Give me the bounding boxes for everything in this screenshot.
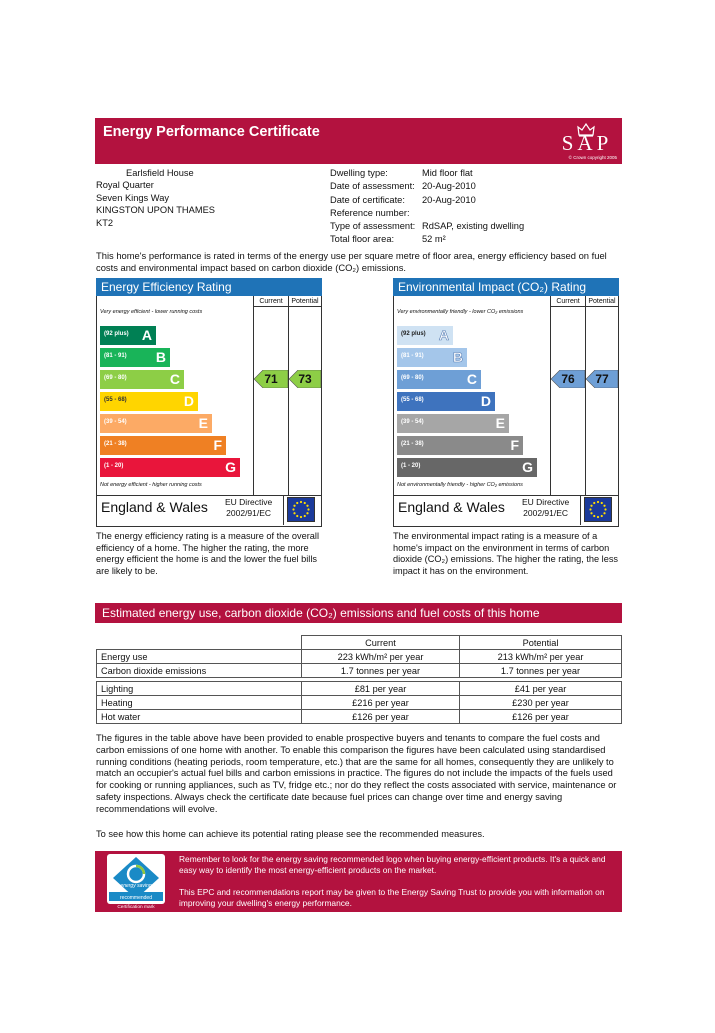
band-range: (39 - 54) [401,419,424,425]
table-row [97,682,622,696]
band-letter: F [213,437,222,453]
panel-title: Environmental Impact (CO₂) Rating [393,278,619,296]
address-line: Royal Quarter [96,180,154,191]
band-range: (92 plus) [401,331,426,337]
logo-line2: recommended [120,895,152,901]
detail-row [330,220,524,233]
directive-line: 2002/91/EC [226,508,272,518]
dwelling-details [330,167,524,247]
current-value: 1.7 tonnes per year [302,664,460,678]
band-range: (21 - 38) [104,441,127,447]
current-value: 223 kWh/m² per year [302,650,460,664]
logo-line1: energy saving [120,883,152,889]
potential-rating-value: 77 [595,372,609,386]
rating-band-d [100,392,198,411]
band-letter: D [183,393,194,409]
energy-saving-footer [95,851,622,912]
top-note: Very environmentally friendly - lower CO₂ emissions [397,309,524,315]
potential-value: £126 per year [460,710,622,724]
table-header-blank [97,636,302,650]
directive-line: EU Directive [522,497,570,507]
band-letter: B [155,349,166,365]
band-range: (1 - 20) [104,463,124,469]
detail-row [330,207,524,220]
top-note: Very energy efficient - lower running costs [100,309,203,315]
band-letter: C [466,371,477,387]
energy-saving-logo-icon [107,854,165,904]
rating-chart-box [96,296,322,527]
footer-paragraph: Remember to look for the energy saving recommended logo when buying energy-efficient products. It's a quick and easy way to identify the most energy-efficient products on the market. [179,854,606,876]
detail-label: Type of assessment: [330,221,416,232]
detail-label: Date of assessment: [330,181,415,192]
current-rating-arrow [551,370,585,388]
current-value: £216 per year [302,696,460,710]
column-divider [585,307,586,495]
table-header-row [97,636,622,650]
detail-value: 20-Aug-2010 [422,181,476,192]
band-letter: C [169,371,180,387]
region-label: England & Wales [101,499,208,515]
rating-band-a [397,326,453,345]
current-rating-value: 76 [561,372,575,386]
divider [580,495,581,525]
band-range: (21 - 38) [401,441,424,447]
divider [283,495,284,525]
detail-label: Total floor area: [330,234,395,245]
detail-label: Reference number: [330,207,410,218]
bottom-note: Not environmentally friendly - higher CO₂ emissions [397,482,523,488]
band-letter: G [522,459,533,475]
address-line: KINGSTON UPON THAMES [96,205,215,216]
rating-band-g [397,458,537,477]
rating-band-f [100,436,226,455]
intro-text: This home's performance is rated in terms of the energy use per square metre of floor area, energy efficiency based on fuel costs and environmental impact based on carbon dioxide (CO₂) emissions. [96,250,607,274]
detail-label: Date of certificate: [330,194,405,205]
detail-row [330,233,524,246]
recommended-measures-text: To see how this home can achieve its potential rating please see the recommended measures. [96,829,485,839]
directive-line: 2002/91/EC [523,508,569,518]
certification-mark: Certification mark [117,905,155,910]
column-divider [550,307,551,495]
rating-band-c [100,370,184,389]
current-column-header: Current [550,296,585,307]
table-row [97,710,622,724]
detail-row [330,167,524,180]
rating-band-d [397,392,495,411]
current-value: £126 per year [302,710,460,724]
potential-rating-arrow [586,370,618,388]
detail-value: Mid floor flat [422,168,473,178]
row-label: Hot water [97,710,302,724]
row-label: Heating [97,696,302,710]
environmental-impact-panel [393,278,619,527]
sap-logo [557,122,617,160]
detail-label: Dwelling type: [330,168,388,178]
band-range: (81 - 91) [104,353,127,359]
band-range: (55 - 68) [104,397,127,403]
address-line: Seven Kings Way [96,192,170,203]
energy-costs-table [96,635,622,724]
current-value: £81 per year [302,682,460,696]
rating-band-f [397,436,523,455]
table-header-current: Current [302,636,460,650]
row-label: Energy use [97,650,302,664]
potential-value: 213 kWh/m² per year [460,650,622,664]
potential-rating-value: 73 [298,372,312,386]
panel-title: Energy Efficiency Rating [96,278,322,296]
rating-band-g [100,458,240,477]
address-line: Earlsfield House [126,168,194,178]
band-range: (55 - 68) [401,397,424,403]
band-range: (39 - 54) [104,419,127,425]
rating-chart-box [393,296,619,527]
band-letter: F [510,437,519,453]
table-row [97,664,622,678]
row-label: Lighting [97,682,302,696]
notes-paragraph: The figures in the table above have been provided to enable prospective buyers and tenants to compare the fuel costs and carbon emissions of one home with another. To enable this comparison the figures have been calculated using standardised running conditions (heating periods, room temperature, etc.) that are the same for all homes, consequently they are unlikely to match an occupier's actual fuel bills and carbon emissions in practice. The figures do not include the impacts of the fuels used for cooking or running appliances, such as TV, fridge etc.; nor do they reflect the costs associated with service, maintenance or safety inspections. Always check the certificate date because fuel prices can change over time and energy saving recommendations will evolve. [96,733,617,814]
region-label: England & Wales [398,499,505,515]
sap-logo-copyright: © Crown copyright 2005 [568,155,617,160]
eu-directive [522,497,569,519]
table-row [97,696,622,710]
certificate-title: Energy Performance Certificate [103,124,320,140]
detail-row [330,194,524,207]
band-range: (81 - 91) [401,353,424,359]
detail-row [330,180,524,193]
rating-band-e [397,414,509,433]
table-row [97,650,622,664]
band-range: (69 - 80) [401,375,424,381]
table-header-potential: Potential [460,636,622,650]
footer-paragraph: This EPC and recommendations report may be given to the Energy Saving Trust to provide you with information on improving your dwelling's energy performance. [179,887,605,909]
band-range: (92 plus) [104,331,129,337]
band-letter: B [452,349,463,365]
rating-band-c [397,370,481,389]
costs-section-title: Estimated energy use, carbon dioxide (CO₂) emissions and fuel costs of this home [95,603,622,623]
rating-band-b [397,348,467,367]
eu-flag-icon [287,497,315,522]
potential-rating-arrow [289,370,321,388]
detail-value: RdSAP, existing dwelling [422,221,525,232]
energy-saving-recommended-logo [107,854,165,910]
potential-value: £230 per year [460,696,622,710]
potential-column-header: Potential [288,296,321,307]
potential-value: 1.7 tonnes per year [460,664,622,678]
row-label: Carbon dioxide emissions [97,664,302,678]
band-letter: D [480,393,491,409]
detail-value: 20-Aug-2010 [422,194,476,205]
detail-value: 52 m² [422,234,446,245]
divider [394,495,618,496]
rating-band-b [100,348,170,367]
potential-value: £41 per year [460,682,622,696]
band-letter: E [198,415,208,431]
band-range: (1 - 20) [401,463,421,469]
current-rating-value: 71 [264,372,278,386]
efficiency-caption: The energy efficiency rating is a measure of the overall efficiency of a home. The higher the rating, the more energy efficient the home is and the lower the fuel bills are likely to be. [96,531,319,576]
eu-flag-icon [584,497,612,522]
column-divider [288,307,289,495]
band-letter: E [495,415,505,431]
band-letter: A [141,327,152,343]
divider [97,495,321,496]
energy-efficiency-panel [96,278,322,527]
sap-logo-text: SAP [561,131,613,155]
certificate-header [95,118,622,164]
band-letter: G [225,459,236,475]
directive-line: EU Directive [225,497,273,507]
band-letter: A [438,327,449,343]
environmental-caption: The environmental impact rating is a measure of a home's impact on the environment in terms of carbon dioxide (CO₂) emissions. The higher the rating, the less impact it has on the environment. [393,531,619,576]
property-address [96,167,215,229]
eu-directive [225,497,272,519]
rating-band-e [100,414,212,433]
bottom-note: Not energy efficient - higher running costs [100,482,202,488]
current-rating-arrow [254,370,288,388]
address-line: KT2 [96,217,114,228]
column-divider [253,307,254,495]
band-range: (69 - 80) [104,375,127,381]
potential-column-header: Potential [585,296,618,307]
rating-band-a [100,326,156,345]
current-column-header: Current [253,296,288,307]
